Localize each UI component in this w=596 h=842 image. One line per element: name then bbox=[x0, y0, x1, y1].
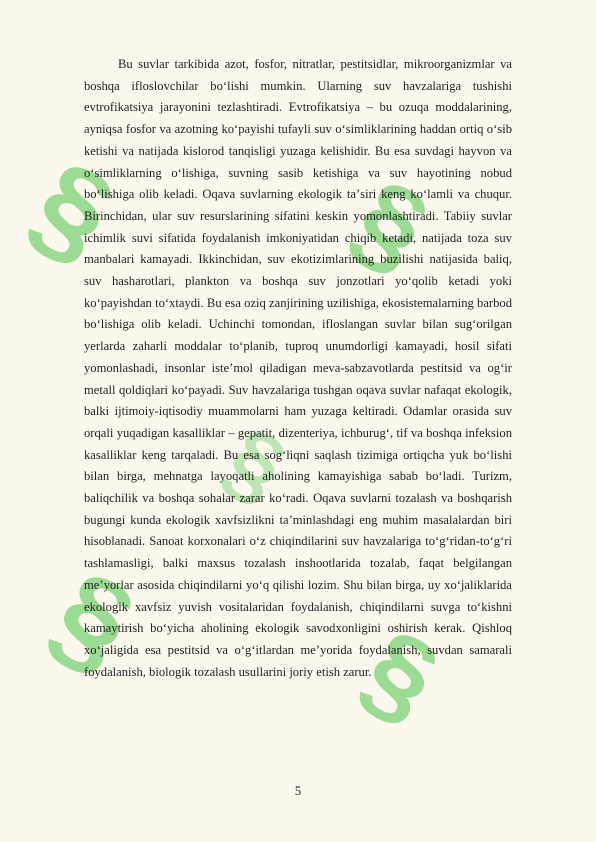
watermark-glyph: § bbox=[209, 409, 301, 521]
watermark-glyph: § bbox=[344, 605, 457, 744]
watermark-glyph: § bbox=[32, 545, 155, 695]
body-paragraph: Bu suvlar tarkibida azot, fosfor, nitratlar, pestitsidlar, mikroorganizmlar va boshqa ifloslovchilar boʻlishi mumkin. Ularning suv havzalariga tushishi evtrofikatsiya jarayonini tezlashtiradi. Evtrofikatsiya – bu ozuqa moddalarining, ayniqsa fosfor va azotning koʻpayishi tufayli suv oʻsimliklarining haddan ortiq oʻsib ketishi va natijada kislorod tanqisligi yuzaga kelishidir. Bu esa suvdagi hayvon va oʻsimliklarning oʻlishiga, suvning sasib ketishiga va suv hayotining nobud boʻlishiga olib keladi. Oqava suvlarning ekologik taʼsiri keng koʻlamli va chuqur. Birinchidan, ular suv resurslarining sifatini keskin yomonlashtiradi. Tabiiy suvlar ichimlik suvi sifatida foydalanish imkoniyatidan chiqib ketadi, natijada toza suv manbalari kamayadi. Ikkinchidan, suv ekotizimlarining buzilishi natijasida baliq, suv hasharotlari, plankton va boshqa suv jonzotlari yoʻqolib ketadi yoki koʻpayishdan toʻxtaydi. Bu esa oziq zanjirining uzilishiga, ekosistemalarning barbod boʻlishiga olib keladi. Uchinchi tomondan, ifloslangan suvlar bilan sugʻorilgan yerlarda zaharli moddalar toʻplanib, tuproq unumdorligi kamayadi, hosil sifati yomonlashadi, insonlar isteʼmol qiladigan meva-sabzavotlarda pestitsid va ogʻir metall qoldiqlari koʻpayadi. Suv havzalariga tushgan oqava suvlar nafaqat ekologik, balki ijtimoiy-iqtisodiy muammolarni ham yuzaga keltiradi. Odamlar orasida suv orqali yuqadigan kasalliklar – gepatit, dizenteriya, ichburugʻ, tif va boshqa infeksion kasalliklar keng tarqaladi. Bu esa sogʻliqni saqlash tizimiga ortiqcha yuk boʻlishi bilan birga, mehnatga layoqatli aholining kamayishiga sabab boʻladi. Turizm, baliqchilik va boshqa sohalar zarar koʻradi. Oqava suvlarni tozalash va boshqarish bugungi kunda ekologik xavfsizlikni taʼminlashdagi eng muhim masalalardan biri hisoblanadi. Sanoat korxonalari oʻz chiqindilarini suv havzalariga toʻgʻridan-toʻgʻri tashlamasligi, balki maxsus tozalash inshootlarida tozalab, faqat belgilangan meʼyorlar asosida chiqindilarni yoʻq qilishi lozim. Shu bilan birga, uy xoʻjaliklarida ekologik xavfsiz yuvish vositalaridan foydalanish, chiqindilarni suvga toʻkishni kamaytirish boʻyicha aholining ekologik savodxonligini oshirish kerak. Qishloq xoʻjaligida esa pestitsid va oʻgʻitlardan meʼyorida foydalanish, suvdan samarali foydalanish, biologik tozalash usullarini joriy etish zarur. bbox=[84, 57, 512, 679]
watermark-glyph: § bbox=[334, 155, 447, 294]
page-number: 5 bbox=[294, 784, 302, 798]
watermark-glyph: § bbox=[12, 135, 135, 285]
